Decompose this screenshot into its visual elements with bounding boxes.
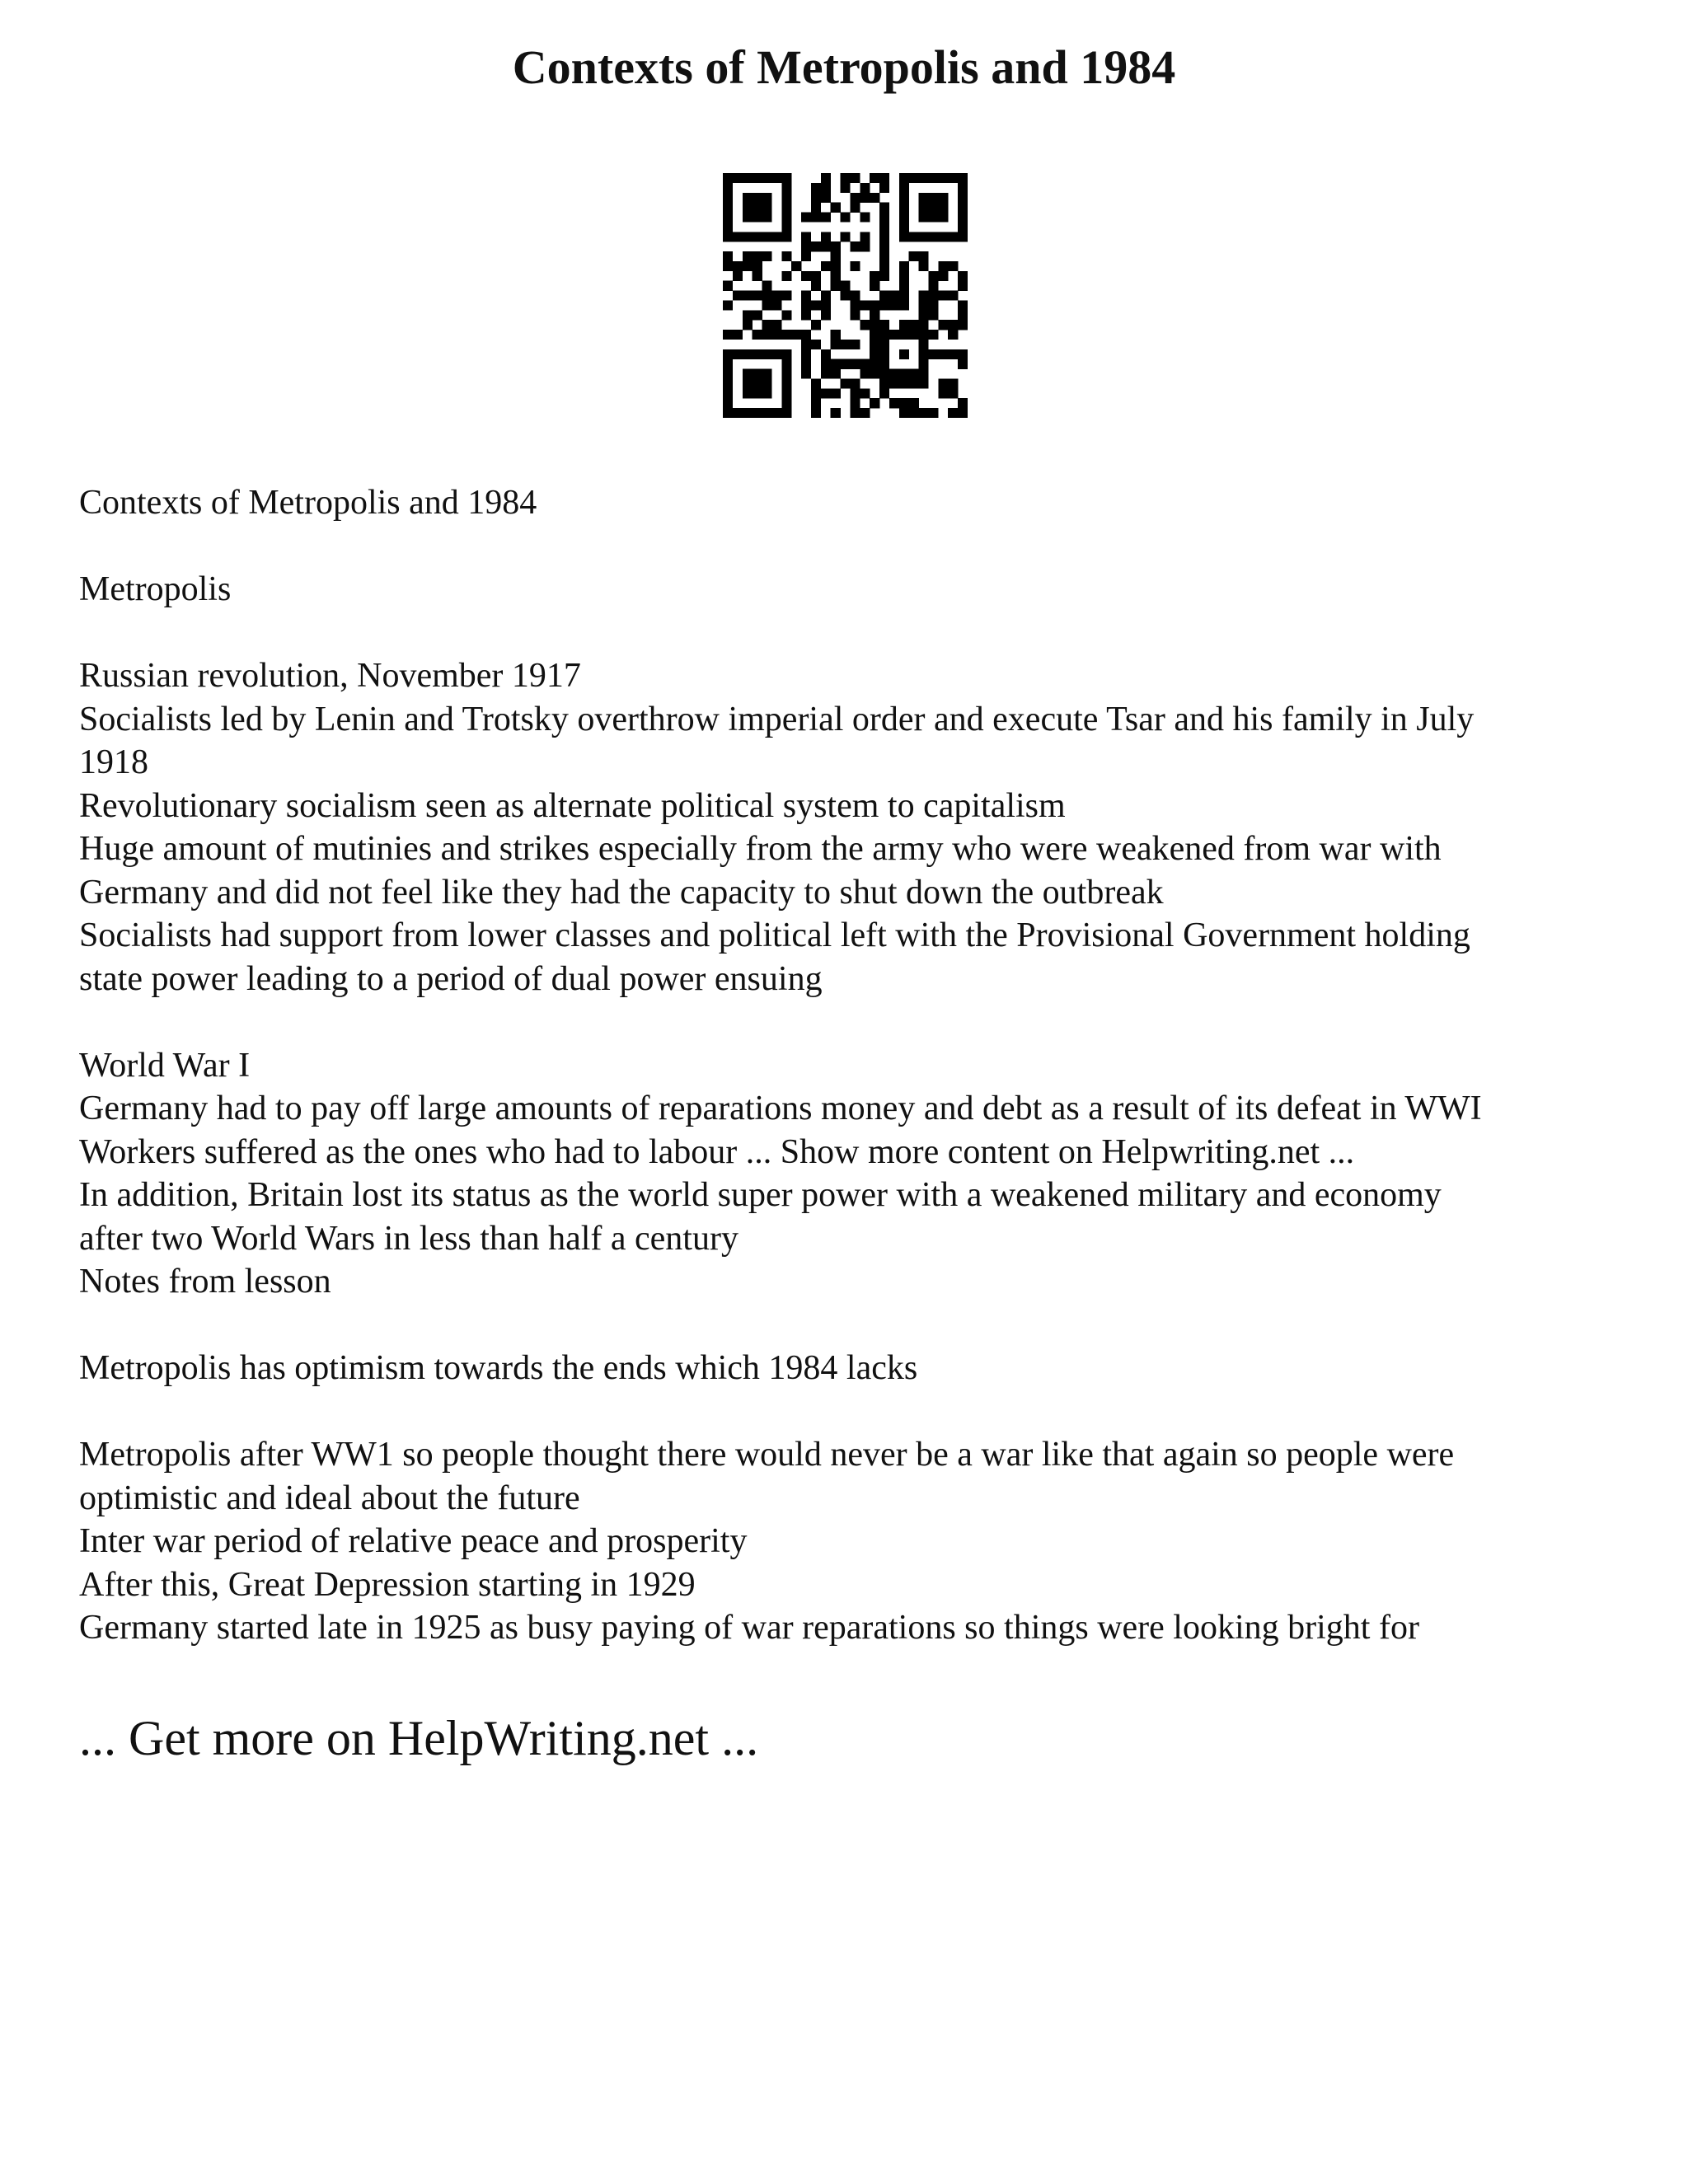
text-line: Metropolis has optimism towards the ends which 1984 lacks — [79, 1349, 918, 1387]
blank-line — [79, 1304, 1629, 1347]
qr-code-icon — [723, 173, 968, 418]
text-line: Socialists had support from lower classes and political left with the Provisional Government holding — [79, 916, 1470, 954]
text-line: Socialists led by Lenin and Trotsky overthrow imperial order and execute Tsar and his family in July — [79, 700, 1475, 738]
text-line: Germany started late in 1925 as busy paying of war reparations so things were looking bright for — [79, 1609, 1419, 1647]
text-line: Huge amount of mutinies and strikes especially from the army who were weakened from war with — [79, 830, 1442, 868]
page-title: Contexts of Metropolis and 1984 — [512, 40, 1176, 94]
text-line: World War I — [79, 1046, 251, 1085]
blank-line — [79, 1001, 1629, 1044]
text-line: Workers suffered as the ones who had to labour ... Show more content on Helpwriting.net ... — [79, 1132, 1355, 1171]
text-line: Contexts of Metropolis and 1984 — [79, 484, 537, 522]
text-line: Metropolis — [79, 570, 232, 608]
text-line: In addition, Britain lost its status as the world super power with a weakened military and economy — [79, 1176, 1442, 1214]
text-line: Inter war period of relative peace and prosperity — [79, 1522, 748, 1560]
blank-line — [79, 1390, 1629, 1434]
text-line: optimistic and ideal about the future — [79, 1479, 580, 1517]
document-body — [79, 481, 1629, 1650]
text-line: Germany had to pay off large amounts of reparations money and debt as a result of its defeat in WWI — [79, 1090, 1482, 1127]
text-line: Notes from lesson — [79, 1263, 331, 1301]
blank-line — [79, 525, 1629, 569]
text-line: after two World Wars in less than half a century — [79, 1219, 738, 1258]
get-more-link[interactable]: ... Get more on HelpWriting.net ... — [79, 1711, 759, 1765]
text-line: Russian revolution, November 1917 — [79, 657, 581, 695]
text-line: state power leading to a period of dual power ensuing — [79, 959, 823, 998]
text-line: After this, Great Depression starting in 1929 — [79, 1565, 696, 1604]
text-line: Revolutionary socialism seen as alternate political system to capitalism — [79, 786, 1066, 825]
text-line: 1918 — [79, 743, 148, 781]
blank-line — [79, 612, 1629, 655]
text-line: Metropolis after WW1 so people thought there would never be a war like that again so people were — [79, 1436, 1455, 1474]
text-line: Germany and did not feel like they had the capacity to shut down the outbreak — [79, 873, 1164, 912]
